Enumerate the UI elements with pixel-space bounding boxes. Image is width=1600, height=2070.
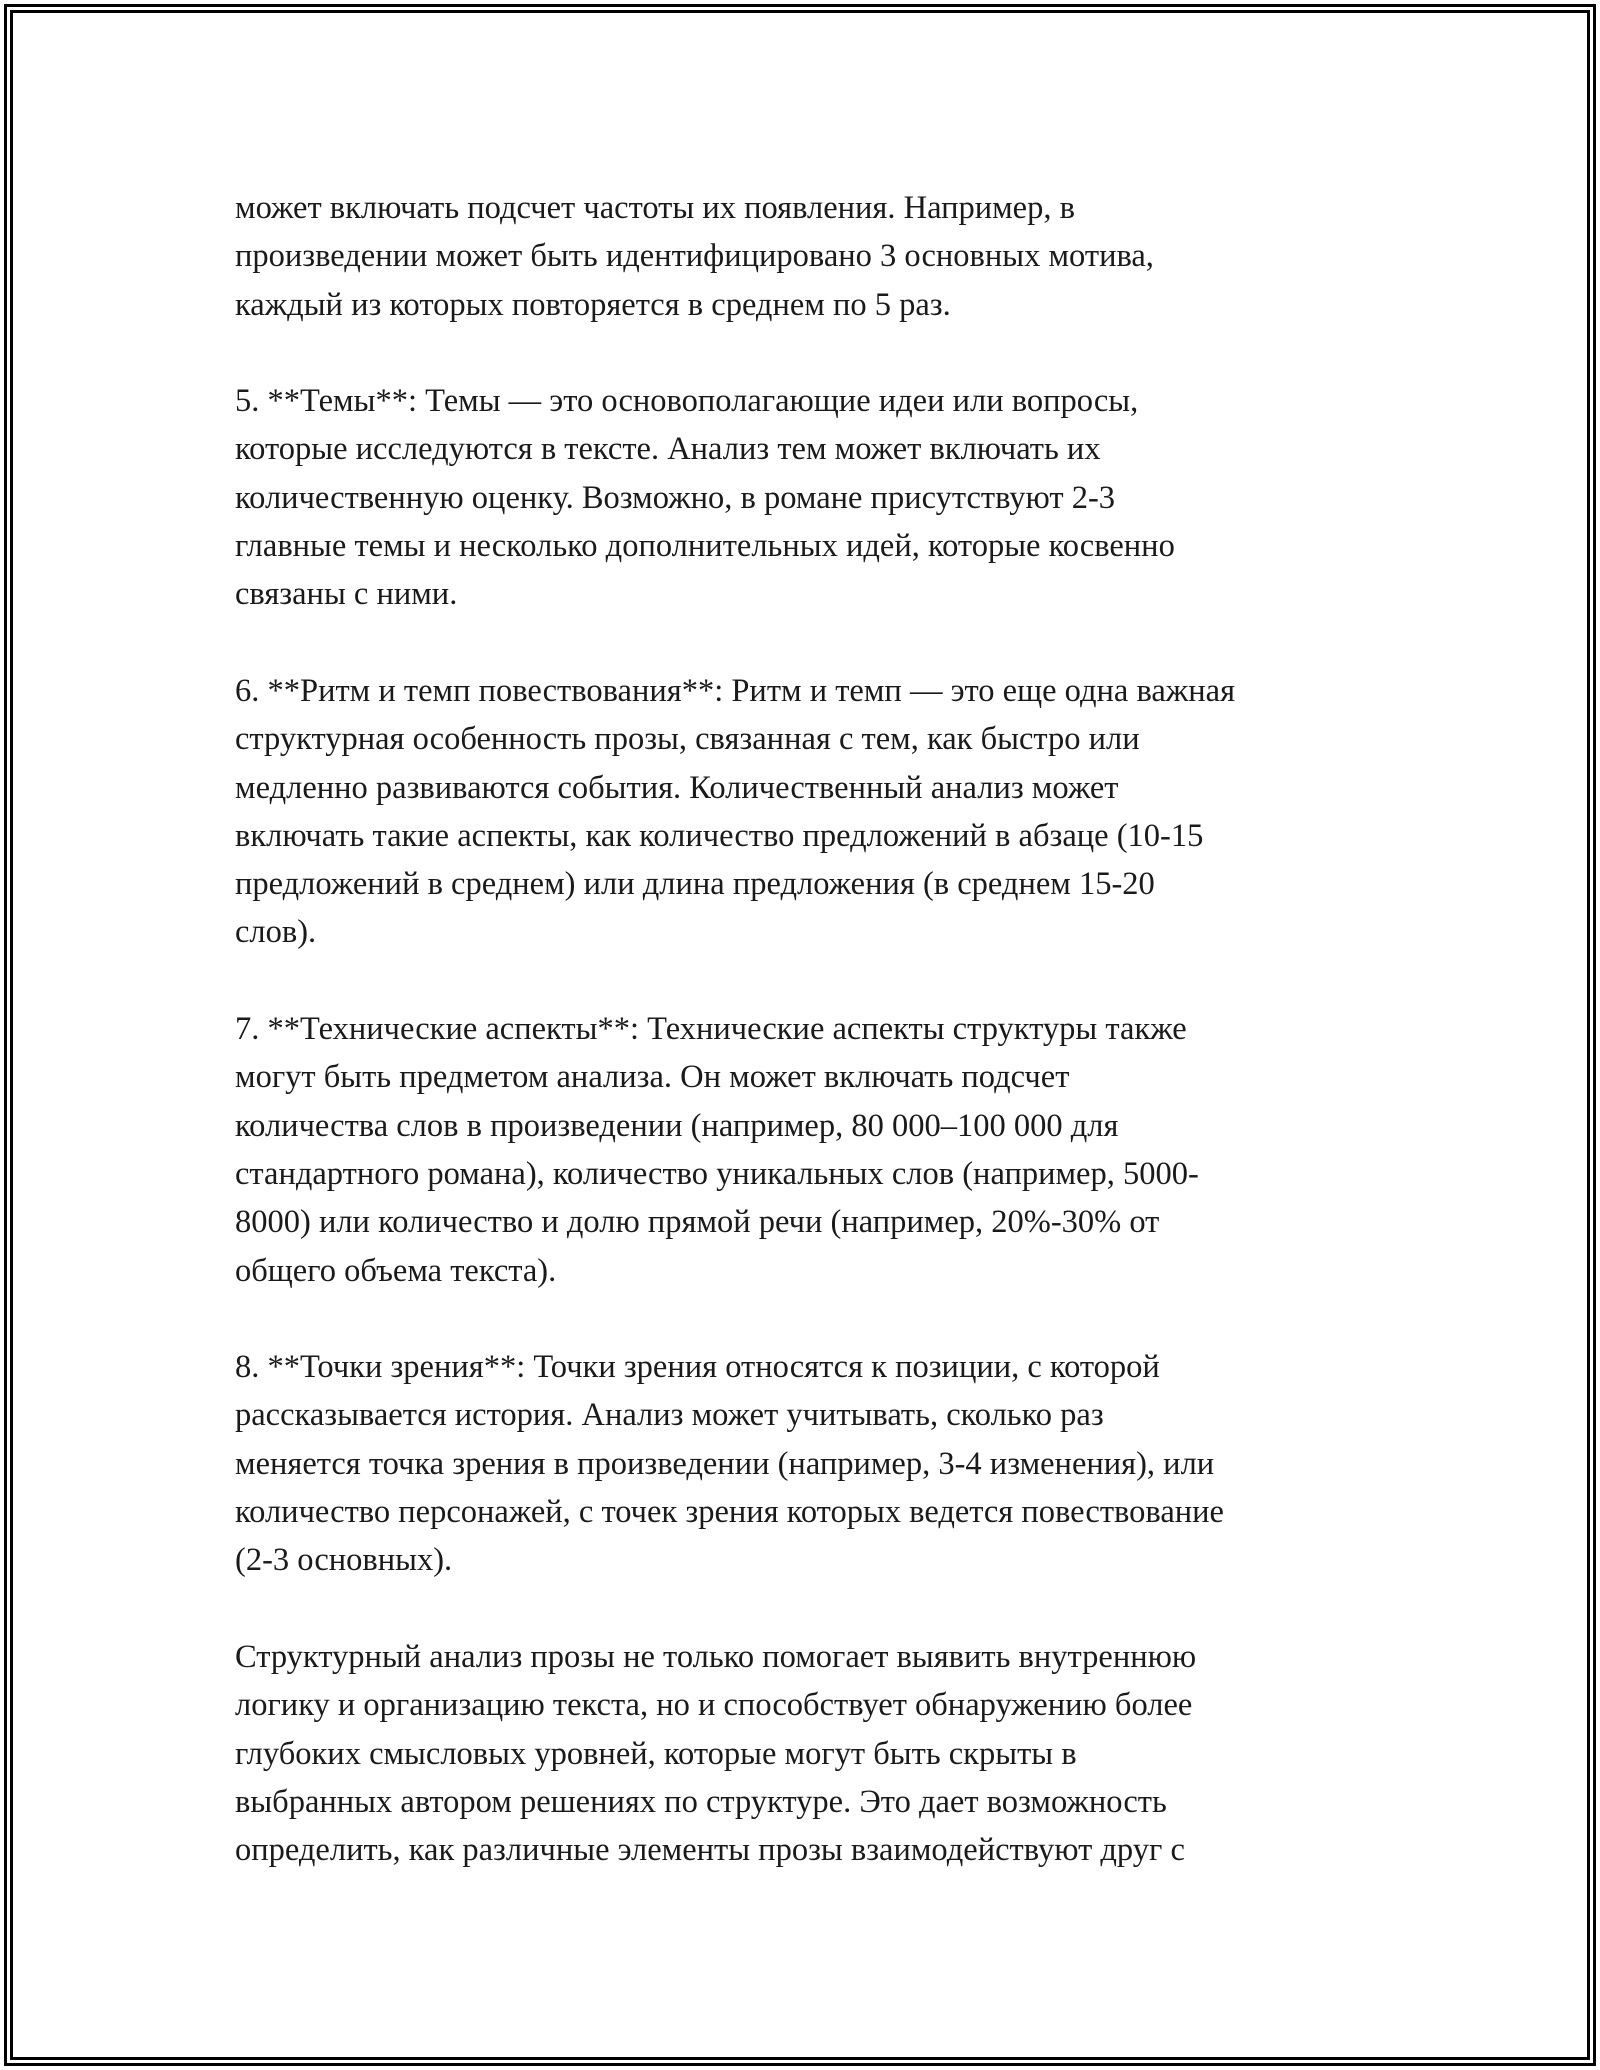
text-line: 5. **Темы**: Темы — это основополагающие идеи или вопросы, — [235, 383, 1139, 420]
text-line: могут быть предметом анализа. Он может включать подсчет — [235, 1059, 1070, 1096]
paragraph-technical-aspects — [235, 1005, 1405, 1295]
text-line: 7. **Технические аспекты**: Технические аспекты структуры также — [235, 1011, 1187, 1048]
text-line: общего объема текста). — [235, 1252, 557, 1289]
paragraph-conclusion — [235, 1633, 1405, 1874]
text-line: 6. **Ритм и темп повествования**: Ритм и темп — это еще одна важная — [235, 672, 1236, 709]
paragraph-rhythm-tempo — [235, 667, 1405, 957]
text-line: количества слов в произведении (например, 80 000–100 000 для — [235, 1107, 1119, 1144]
text-line: слов). — [235, 914, 317, 951]
text-line: включать такие аспекты, как количество предложений в абзаце (10-15 — [235, 817, 1204, 854]
text-line: количественную оценку. Возможно, в романе присутствуют 2-3 — [235, 479, 1116, 516]
text-line: выбранных автором решениях по структуре. Это дает возможность — [235, 1783, 1167, 1820]
text-line: которые исследуются в тексте. Анализ тем может включать их — [235, 431, 1101, 468]
paragraph-points-of-view — [235, 1343, 1405, 1584]
text-line: логику и организацию текста, но и способствует обнаружению более — [235, 1687, 1193, 1724]
text-line: каждый из которых повторяется в среднем по 5 раз. — [235, 286, 951, 323]
text-line: главные темы и несколько дополнительных идей, которые косвенно — [235, 528, 1175, 565]
text-line: количество персонажей, с точек зрения которых ведется повествование — [235, 1494, 1224, 1531]
text-line: Структурный анализ прозы не только помогает выявить внутреннюю — [235, 1638, 1197, 1675]
paragraph-motifs-continued — [235, 184, 1405, 329]
text-line: меняется точка зрения в произведении (например, 3-4 изменения), или — [235, 1445, 1215, 1482]
text-line: 8000) или количество и долю прямой речи (например, 20%-30% от — [235, 1204, 1160, 1241]
text-line: рассказывается история. Анализ может учитывать, сколько раз — [235, 1397, 1104, 1434]
text-line: 8. **Точки зрения**: Точки зрения относятся к позиции, с которой — [235, 1349, 1160, 1386]
text-line: может включать подсчет частоты их появления. Например, в — [235, 190, 1075, 226]
document-body — [235, 184, 1405, 1923]
text-line: предложений в среднем) или длина предложения (в среднем 15-20 — [235, 866, 1155, 903]
text-line: произведении может быть идентифицировано 3 основных мотива, — [235, 238, 1154, 275]
text-line: стандартного романа), количество уникальных слов (например, 5000- — [235, 1155, 1199, 1192]
text-line: медленно развиваются события. Количественный анализ может — [235, 769, 1119, 806]
text-line: связаны с ними. — [235, 576, 458, 613]
text-line: глубоких смысловых уровней, которые могут быть скрыты в — [235, 1735, 1077, 1772]
text-line: структурная особенность прозы, связанная с тем, как быстро или — [235, 721, 1140, 758]
text-line: определить, как различные элементы прозы взаимодействуют друг с — [235, 1832, 1185, 1869]
paragraph-themes — [235, 377, 1405, 618]
text-line: (2-3 основных). — [235, 1542, 453, 1579]
